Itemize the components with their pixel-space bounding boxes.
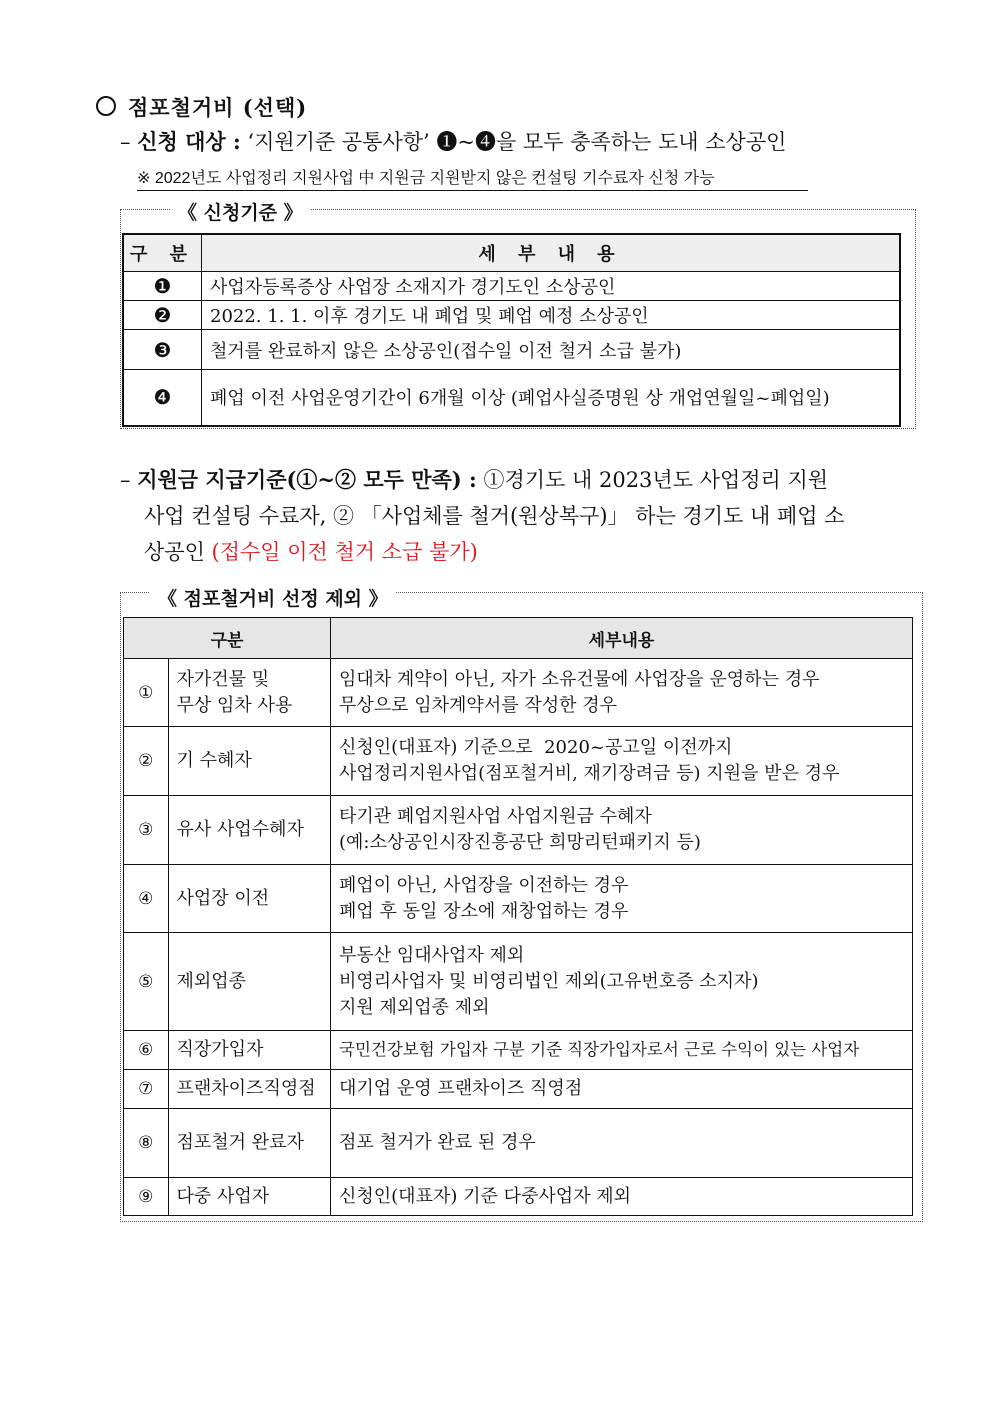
category-line: 기 수혜자 xyxy=(176,750,252,771)
detail-line: (예:소상공인시장진흥공단 희망리턴패키지 등) xyxy=(339,832,701,853)
target-line xyxy=(120,126,786,156)
exclusion-header-detail: 세부내용 xyxy=(331,618,913,659)
criteria-header-detail: 세 부 내 용 xyxy=(202,234,901,272)
criteria-num: ❷ xyxy=(123,301,202,330)
target-label: 신청 대상 : xyxy=(137,129,241,154)
exclusion-detail xyxy=(331,796,913,865)
table-row xyxy=(123,301,900,330)
exclusion-table xyxy=(123,617,913,1216)
target-text: ‘지원기준 공통사항’ ❶~❹을 모두 충족하는 도내 소상공인 xyxy=(247,130,787,154)
exclusion-num: ⑧ xyxy=(124,1109,169,1178)
detail-line: 국민건강보험 가입자 구분 기준 직장가입자로서 근로 수익이 있는 사업자 xyxy=(339,1040,860,1059)
criteria-num: ❸ xyxy=(123,330,202,370)
section-title xyxy=(96,92,307,122)
section-title-text: 점포철거비 (선택) xyxy=(128,95,308,120)
exclusion-num: ④ xyxy=(124,865,169,933)
exclusion-category xyxy=(168,1178,331,1216)
category-line: 직장가입자 xyxy=(176,1039,264,1060)
note: ※ 2022년도 사업정리 지원사업 中 지원금 지원받지 않은 컨설팅 기수료자 신청 가능 xyxy=(137,165,808,191)
exclusion-category xyxy=(168,1070,331,1109)
exclusion-num: ⑤ xyxy=(124,933,169,1031)
detail-line: 신청인(대표자) 기준으로 2020~공고일 이전까지 xyxy=(339,737,733,758)
exclusion-detail xyxy=(331,1070,913,1109)
criteria-header-category: 구 분 xyxy=(123,234,202,272)
payment-line-2: 사업 컨설팅 수료자, ② 「사업체를 철거(원상복구)」 하는 경기도 내 폐업 소 xyxy=(144,504,845,528)
detail-line: 무상으로 임차계약서를 작성한 경우 xyxy=(339,694,617,716)
exclusion-num: ⑨ xyxy=(124,1178,169,1216)
exclusion-detail xyxy=(331,1109,913,1178)
criteria-legend: 《 신청기준 》 xyxy=(170,198,311,225)
criteria-header-row xyxy=(123,234,900,272)
payment-paragraph xyxy=(120,462,910,570)
category-line: 사업장 이전 xyxy=(176,887,270,909)
table-row xyxy=(123,370,900,426)
detail-line: 폐업이 아닌, 사업장을 이전하는 경우 xyxy=(339,874,629,896)
exclusion-header-category: 구분 xyxy=(124,618,331,659)
criteria-table xyxy=(122,233,901,427)
exclusion-category xyxy=(168,796,331,865)
detail-line: 점포 철거가 완료 된 경우 xyxy=(339,1132,536,1153)
exclusion-detail xyxy=(331,865,913,933)
category-line: 프랜차이즈직영점 xyxy=(176,1078,316,1099)
detail-line: 타기관 폐업지원사업 사업지원금 수혜자 xyxy=(339,806,652,827)
exclusion-num: ⑥ xyxy=(124,1031,169,1070)
detail-line: 비영리사업자 및 비영리법인 제외(고유번호증 소지자) xyxy=(339,970,759,992)
exclusion-category xyxy=(168,1109,331,1178)
criteria-num: ❶ xyxy=(123,272,202,301)
detail-line: 임대차 계약이 아닌, 자가 소유건물에 사업장을 운영하는 경우 xyxy=(339,668,820,690)
table-row xyxy=(123,330,900,370)
detail-line: 부동산 임대사업자 제외 xyxy=(339,944,525,966)
exclusion-detail xyxy=(331,1178,913,1216)
table-row xyxy=(124,727,913,796)
payment-line3-text: 상공인 xyxy=(144,540,205,564)
exclusion-detail xyxy=(331,933,913,1031)
category-line: 자가건물 및 xyxy=(176,668,270,690)
category-line: 유사 사업수혜자 xyxy=(176,819,304,840)
exclusion-category xyxy=(168,865,331,933)
payment-line-1 xyxy=(120,462,910,498)
criteria-text: 철거를 완료하지 않은 소상공인(접수일 이전 철거 소급 불가) xyxy=(202,330,901,370)
payment-line-3 xyxy=(120,534,910,570)
dash-bullet: – xyxy=(120,130,131,154)
table-row xyxy=(124,1109,913,1178)
detail-line: 대기업 운영 프랜차이즈 직영점 xyxy=(339,1078,583,1099)
criteria-text: 2022. 1. 1. 이후 경기도 내 폐업 및 폐업 예정 소상공인 xyxy=(202,301,901,330)
payment-warning: (접수일 이전 철거 소급 불가) xyxy=(211,540,478,564)
exclusion-category xyxy=(168,1031,331,1070)
exclusion-category xyxy=(168,659,331,727)
exclusion-detail xyxy=(331,1031,913,1070)
exclusion-legend: 《 점포철거비 선정 제외 》 xyxy=(150,584,396,611)
criteria-text: 폐업 이전 사업운영기간이 6개월 이상 (폐업사실증명원 상 개업연월일~폐업일) xyxy=(202,370,901,426)
table-row xyxy=(124,1178,913,1216)
category-line: 제외업종 xyxy=(176,970,247,992)
detail-line: 신청인(대표자) 기준 다중사업자 제외 xyxy=(339,1185,632,1207)
exclusion-category xyxy=(168,727,331,796)
exclusion-detail xyxy=(331,727,913,796)
table-row xyxy=(124,659,913,727)
exclusion-num: ⑦ xyxy=(124,1070,169,1109)
table-row xyxy=(123,272,900,301)
exclusion-category xyxy=(168,933,331,1031)
table-row xyxy=(124,796,913,865)
detail-line: 지원 제외업종 제외 xyxy=(339,996,490,1018)
criteria-num: ❹ xyxy=(123,370,202,426)
table-row xyxy=(124,1070,913,1109)
exclusion-num: ② xyxy=(124,727,169,796)
detail-line: 사업정리지원사업(점포철거비, 재기장려금 등) 지원을 받은 경우 xyxy=(339,763,840,784)
circle-bullet-icon xyxy=(96,96,116,116)
criteria-text: 사업자등록증상 사업장 소재지가 경기도인 소상공인 xyxy=(202,272,901,301)
table-row xyxy=(124,865,913,933)
category-line: 무상 임차 사용 xyxy=(176,694,293,716)
category-line: 점포철거 완료자 xyxy=(176,1132,304,1153)
table-row xyxy=(124,1031,913,1070)
detail-line: 폐업 후 동일 장소에 재창업하는 경우 xyxy=(339,900,629,922)
payment-label: 지원금 지급기준(①~② 모두 만족) : xyxy=(137,467,477,492)
payment-line1-text: ①경기도 내 2023년도 사업정리 지원 xyxy=(483,468,829,492)
exclusion-detail xyxy=(331,659,913,727)
dash-bullet: – xyxy=(120,468,131,492)
exclusion-header-row xyxy=(124,618,913,659)
category-line: 다중 사업자 xyxy=(176,1185,270,1207)
table-row xyxy=(124,933,913,1031)
exclusion-num: ③ xyxy=(124,796,169,865)
exclusion-num: ① xyxy=(124,659,169,727)
